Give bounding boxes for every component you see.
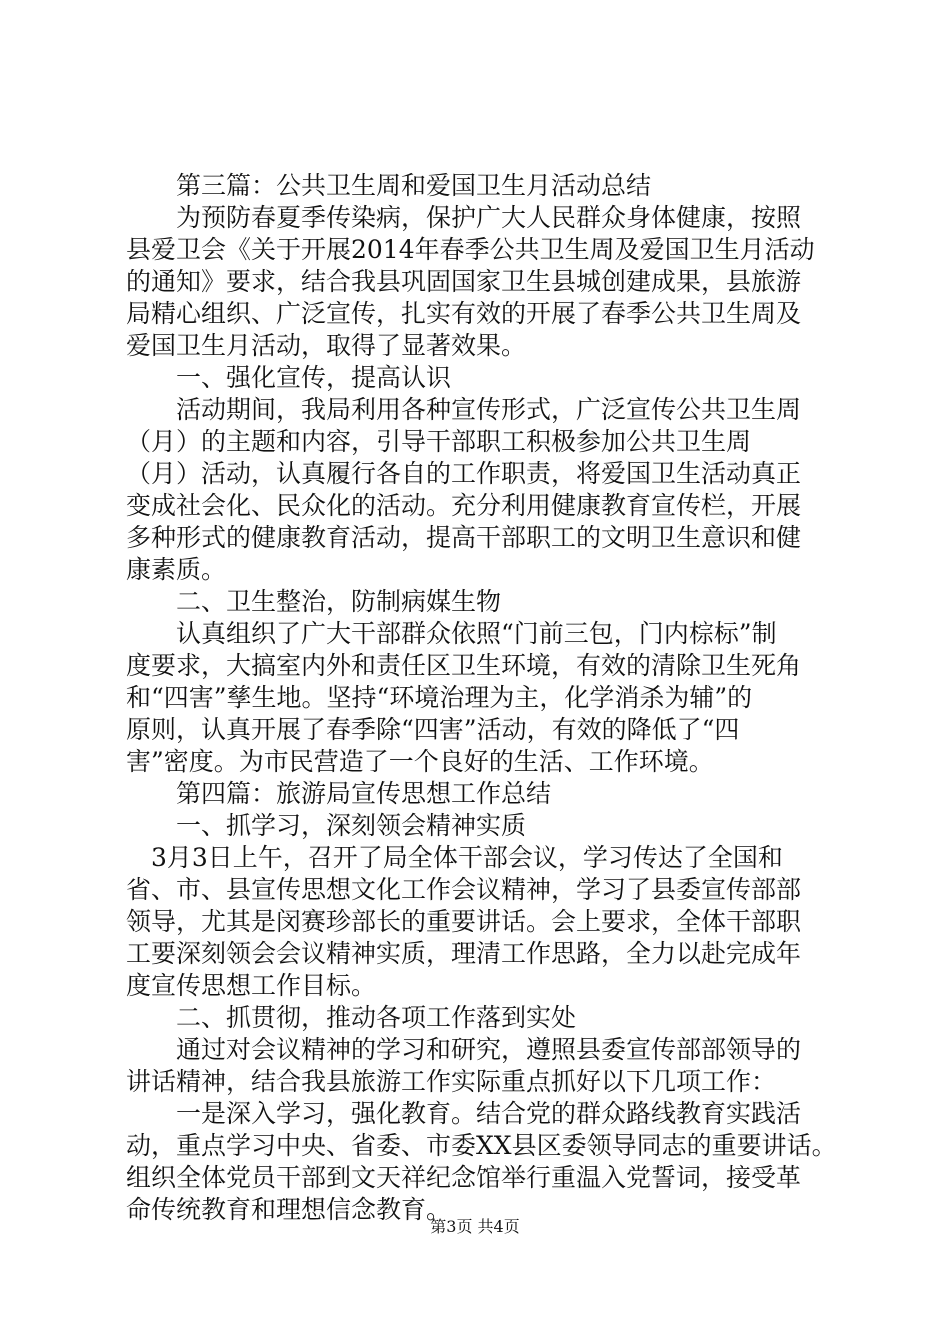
document-line: 省、市、县宣传思想文化工作会议精神，学习了县委宣传部部: [126, 875, 802, 904]
document-line: 康素质。: [126, 555, 227, 584]
document-line: 多种形式的健康教育活动，提高干部职工的文明卫生意识和健: [126, 523, 802, 552]
document-line: 动，重点学习中央、省委、市委XX县区委领导同志的重要讲话。: [126, 1131, 837, 1160]
document-line: 一是深入学习，强化教育。结合党的群众路线教育实践活: [126, 1099, 802, 1128]
document-line: 一、抓学习，深刻领会精神实质: [126, 811, 527, 840]
document-line: 县爱卫会《关于开展2014年春季公共卫生周及爱国卫生月活动: [126, 235, 815, 264]
document-line: 讲话精神，结合我县旅游工作实际重点抓好以下几项工作：: [126, 1067, 777, 1096]
document-line: 领导，尤其是闵赛珍部长的重要讲话。会上要求，全体干部职: [126, 907, 802, 936]
document-line: （月）活动，认真履行各自的工作职责，将爱国卫生活动真正: [126, 459, 802, 488]
document-line: 原则，认真开展了春季除“四害”活动，有效的降低了“四: [126, 715, 740, 744]
document-line: 活动期间，我局利用各种宣传形式，广泛宣传公共卫生周: [126, 395, 802, 424]
document-line: 通过对会议精神的学习和研究，遵照县委宣传部部领导的: [126, 1035, 802, 1064]
page-number-footer: 第3页 共4页: [430, 1217, 520, 1236]
document-line: 组织全体党员干部到文天祥纪念馆举行重温入党誓词，接受革: [126, 1163, 802, 1192]
document-line: 为预防春夏季传染病，保护广大人民群众身体健康，按照: [126, 203, 802, 232]
document-line: 第四篇：旅游局宣传思想工作总结: [126, 779, 552, 808]
document-line: 害”密度。为市民营造了一个良好的生活、工作环境。: [126, 747, 714, 776]
document-line: 一、强化宣传，提高认识: [126, 363, 452, 392]
document-line: （月）的主题和内容，引导干部职工积极参加公共卫生周: [126, 427, 752, 456]
document-line: 爱国卫生月活动，取得了显著效果。: [126, 331, 527, 360]
document-line: 度要求，大搞室内外和责任区卫生环境，有效的清除卫生死角: [126, 651, 802, 680]
document-line: 变成社会化、民众化的活动。充分利用健康教育宣传栏，开展: [126, 491, 802, 520]
document-line: 度宣传思想工作目标。: [126, 971, 377, 1000]
document-line: 认真组织了广大干部群众依照“门前三包，门内棕标”制: [126, 619, 777, 648]
document-line: 二、卫生整治，防制病媒生物: [126, 587, 502, 616]
document-line: 局精心组织、广泛宣传，扎实有效的开展了春季公共卫生周及: [126, 299, 802, 328]
document-line: 工要深刻领会会议精神实质，理清工作思路，全力以赴完成年: [126, 939, 802, 968]
document-line: 和“四害”孳生地。坚持“环境治理为主，化学消杀为辅”的: [126, 683, 753, 712]
document-line: 第三篇：公共卫生周和爱国卫生月活动总结: [126, 171, 652, 200]
document-line: 命传统教育和理想信念教育。: [126, 1195, 452, 1224]
document-line: 的通知》要求，结合我县巩固国家卫生县城创建成果，县旅游: [126, 267, 802, 296]
document-line: 二、抓贯彻，推动各项工作落到实处: [126, 1003, 577, 1032]
document-line: 3月3日上午，召开了局全体干部会议，学习传达了全国和: [126, 843, 783, 872]
